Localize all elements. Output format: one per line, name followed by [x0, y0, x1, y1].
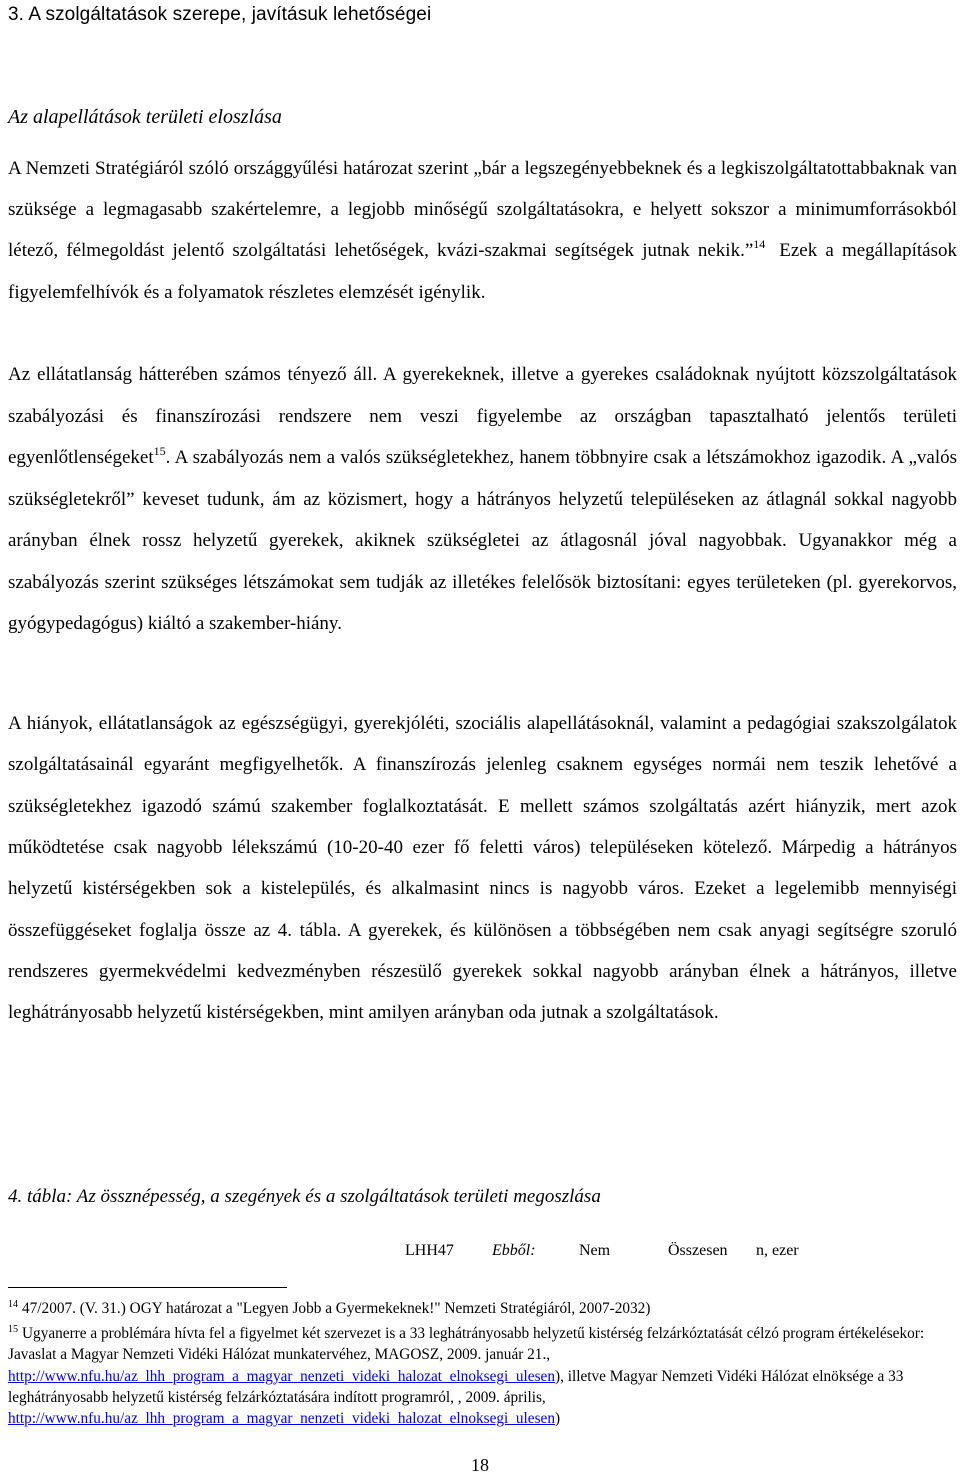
paragraph-strategy-quote — [8, 148, 957, 313]
section-heading: Az alapellátások területi eloszlása — [8, 106, 282, 128]
paragraph-shortages: A hiányok, ellátatlanságok az egészségügyi, gyerekjóléti, szociális alapellátásoknál, valamint a pedagógiai szakszolgálatok szolgáltatásainál egyaránt megfigyelhetők. A finanszírozás jelenleg csaknem egységes normái nem teszik lehetővé a szükségletekhez igazodó számú szakember foglalkoztatását. E mellett számos szolgáltatás azért hiányzik, mert azok működtetése csak nagyobb lélekszámú (10-20-40 ezer fő feletti város) településeken kötelező. Márpedig a hátrányos helyzetű kistérségekben sok a kistelepülés, és alkalmasint nincs is nagyobb város. Ezeket a legelemibb mennyiségi összefüggéseket foglalja össze az 4. tábla. A gyerekek, és különösen a többségében nem csak anyagi segítségre szoruló rendszeres gyermekvédelmi kedvezményben részesülő gyerekek sokkal nagyobb arányban élnek a hátrányos, illetve leghátrányosabb helyzetű kistérségekben, mint amilyen arányban oda jutnak a szolgáltatások. — [8, 713, 957, 1024]
table-column-n-ezer: n, ezer — [756, 1242, 799, 1259]
footnote-text: ), illetve Magyar Nemzeti Vidéki Hálózat elnöksége a 33 leghátrányosabb helyzetű kistérség felzárkóztatására indított programról, , 2009. április, — [8, 1367, 904, 1406]
footnote-separator — [8, 1287, 287, 1288]
paragraph-text: A Nemzeti Stratégiáról szóló országgyűlési határozat szerint „bár a legszegényebbeknek és a legkiszolgáltatottabbaknak van szüksége a legmagasabb szakértelemre, a legjobb minőségű szolgáltatásokra, e helyett sokszor a minimumforrásokból létező, félmegoldást jelentő szolgáltatási lehetőségek, kvázi-szakmai segítségek jutnak nekik.” — [8, 158, 957, 262]
footnote-ref-14[interactable]: 14 — [753, 237, 766, 252]
page-number: 18 — [471, 1455, 489, 1475]
paragraph-continuation: . A szabályozás nem a valós szükségletekhez, hanem többnyire csak a létszámokhoz igazodik. A „valós szükségletekről” keveset tudunk, ám az közismert, hogy a hátrányos helyzetű településeken az átlagnál sokkal nagyobb arányban élnek rossz helyzetű gyerekek, akiknek szükségletei az átlagosnál jóval nagyobbak. Ugyanakkor még a szabályozás szerint szükséges létszámokat sem tudják az illetékes felelősök biztosítani: egyes területeken (pl. gyerekorvos, gyógypedagógus) kiáltó a szakember-hiány. — [8, 447, 957, 634]
footnote-15 — [8, 1323, 956, 1429]
footnote-link[interactable]: http://www.nfu.hu/az_lhh_program_a_magyar_nenzeti_videki_halozat_elnoksegi_ulesen — [8, 1410, 555, 1428]
paragraph-continuation: Ezek a megállapítások figyelemfelhívók és a folyamatok részletes elemzését igénylik. — [8, 240, 957, 303]
footnote-number: 14 — [8, 1299, 18, 1310]
footnote-text: 47/2007. (V. 31.) OGY határozat a "Legyen Jobb a Gyermekeknek!" Nemzeti Stratégiáról, 2007-2032) — [22, 1300, 651, 1317]
table-caption: 4. tábla: Az össznépesség, a szegények és a szolgáltatások területi megoszlása — [8, 1186, 601, 1207]
footnote-link[interactable]: http://www.nfu.hu/az_lhh_program_a_magyar_nenzeti_videki_halozat_elnoksegi_ulesen — [8, 1367, 555, 1385]
chapter-heading: 3. A szolgáltatások szerepe, javításuk lehetőségei — [8, 4, 432, 25]
footnote-number: 15 — [8, 1324, 18, 1335]
table-column-lhh47: LHH47 — [405, 1242, 454, 1259]
footnote-text: ) — [555, 1410, 561, 1428]
table-column-osszesen: Összesen — [668, 1242, 728, 1259]
footnote-ref-15[interactable]: 15 — [153, 444, 166, 458]
paragraph-text: Az ellátatlanság hátterében számos tényező áll. A gyerekeknek, illetve a gyerekes családoknak nyújtott közszolgáltatások szabályozási és finanszírozási rendszere nem veszi figyelembe az országban tapasztalható jelentős területi egyenlőtlenségeket — [8, 364, 957, 468]
paragraph-background — [8, 354, 957, 645]
table-column-ebbol: Ebből: — [492, 1242, 536, 1259]
footnote-text: Ugyanerre a problémára hívta fel a figyelmet két szervezet is a 33 leghátrányosabb helyzetű kistérség felzárkóztatását célzó program értékelésekor: Javaslat a Magyar Nemzeti Vidéki Hálózat munkatervéhez, MAGOSZ, 2009. január 21., — [8, 1325, 925, 1364]
footnote-14 — [8, 1298, 956, 1319]
table-column-nem: Nem — [579, 1242, 611, 1259]
